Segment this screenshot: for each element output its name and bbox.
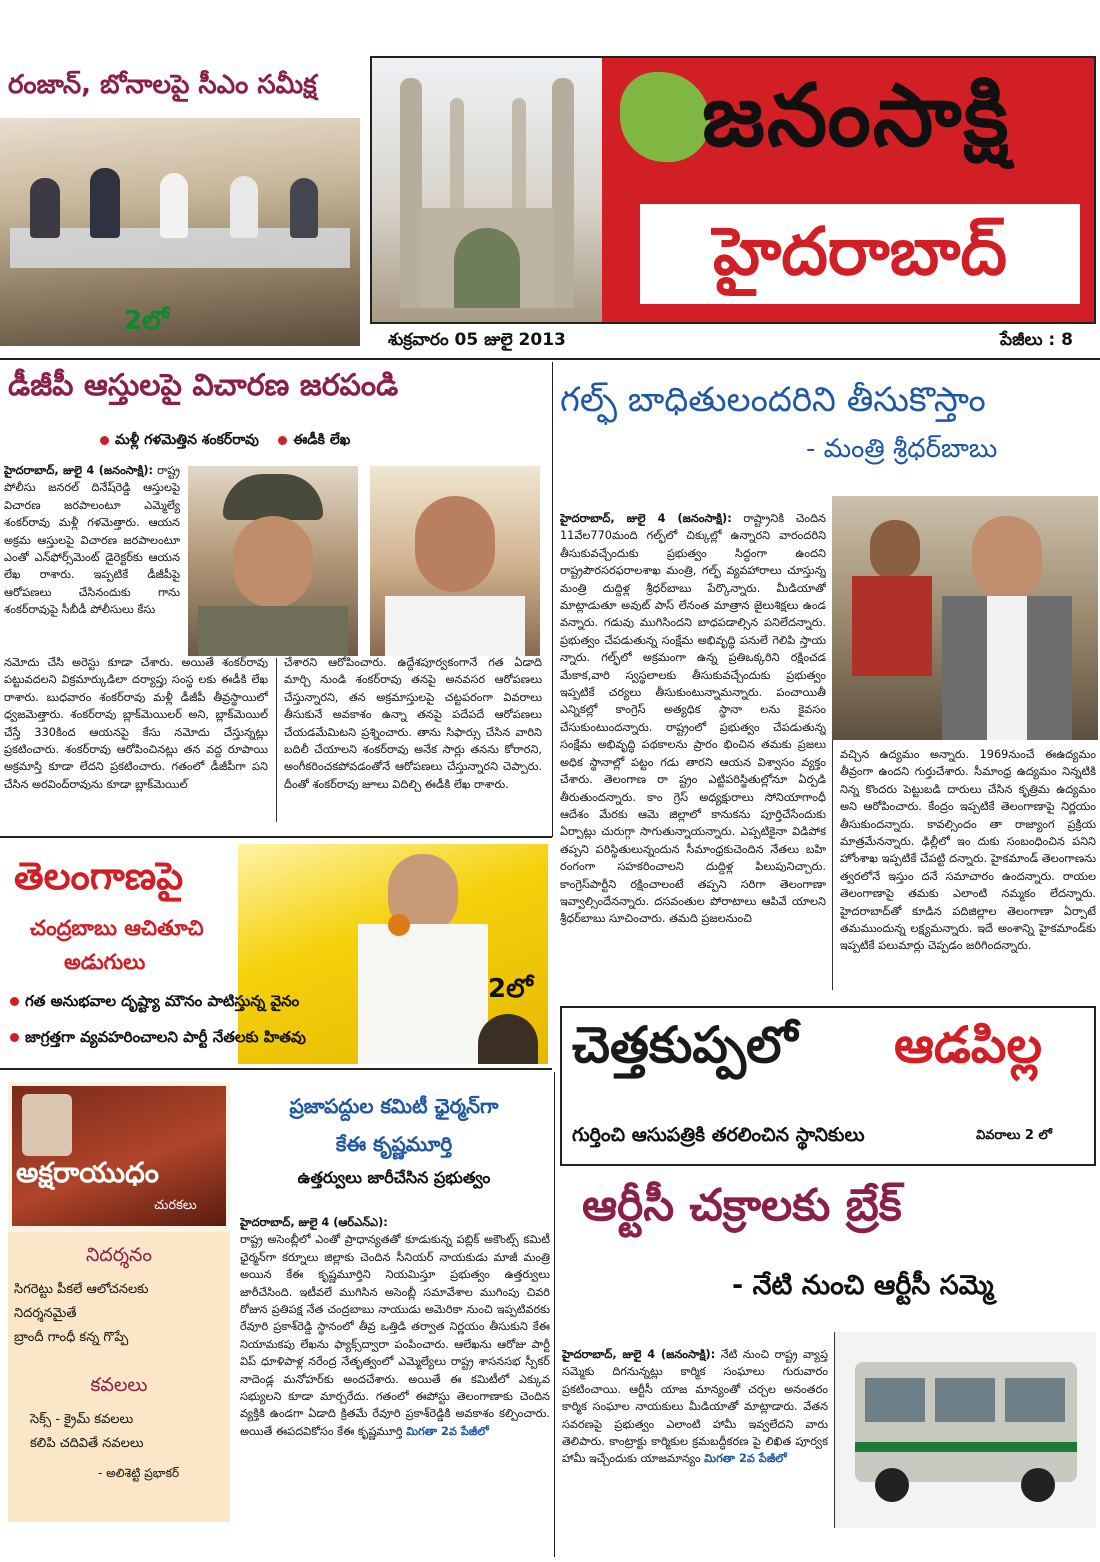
tdp-bullet-2-row (10, 1028, 306, 1050)
poem-line: సెక్స్‌ - క్రైమ్‌ కవలలు (30, 1412, 134, 1427)
tdp-bullet-2: జాగ్రత్తగా వ్యవహరించాలని పార్టీ నేతలకు హితవు (25, 1028, 306, 1046)
gulf-headline: గల్ఫ్‌ బాధితులందరిని తీసుకొస్తాం (560, 380, 986, 420)
dgp-photo (188, 466, 358, 656)
akshara-logo-box (12, 1086, 226, 1226)
poem-line: నిదర్శనమైతే (14, 1306, 77, 1321)
poem-author: - అలిశెట్టి ప్రభాకర్‌ (98, 1466, 180, 1480)
bullet-icon (278, 436, 287, 445)
rtc-body (562, 1346, 828, 1554)
gulf-story (556, 362, 1100, 1002)
tdp-story (0, 838, 552, 1066)
rtc-bus-photo (834, 1332, 1096, 1528)
pac-subhead: ఉత్తర్వులు జారీచేసిన ప్రభుత్వం (297, 1168, 491, 1187)
poem-lines-2 (30, 1408, 226, 1456)
cm-review-photo (0, 118, 360, 346)
dgp-dateline: హైదరాబాద్‌, జులై 4 (జనంసాక్షి): (4, 464, 154, 477)
pac-headline-2: కేఈ కృష్ణమూర్తి (335, 1132, 453, 1156)
gulf-col2: వచ్చిన ఉద్యమం అన్నారు. 1969నుంచే ఈఉద్యమం తీవ్రంగా ఉందని గుర్తుచేశారు. సీమాంధ్ర ఉద్యమం నిన్నటికి నిన్న కొందరు పెట్టుబడి దారులు చేసిన కృత్రిమ ఉద్యమం అని ఆరోపించారు. కేంద్రం ఇప్పటికే తెలంగాణాపై నిర్ణయం తీసుకుందన్నారు. కావల్సిందం తా రాజ్యాంగ ప్రక్రియ మాత్రమేనన్నారు. ఢిల్లీలో ఇం దుకు సంబంధించిన పనిని హోంశాఖ ఇప్పటికే చేపట్టి దన్నారు. హైకమాండ్‌ తెలంగాణను త్వరలోనే ఇస్తుం దనే సమాచారం ఉందన్నారు. రాయల తెలంగాణాపై తమకు ఎలాంటి నమ్మకం లేదన్నారు. హైదరాబాద్‌తో కూడిన పదిజిల్లాల తెలంగాణా ఏర్పాటే తమముందున్న లక్ష్యమన్నారు. ఇదే అంశాన్ని హైకమాండ్‌కు ఇప్పటికే పలుమార్లు చెప్పడం జరిగిందన్నారు. (840, 748, 1096, 953)
dgp-bullet-1: మళ్లీ గళమెత్తిన శంకర్‌రావు (115, 432, 259, 448)
rtc-headline: ఆర్టీసీ చక్రాలకు బ్రేక్‌ (582, 1180, 902, 1231)
gulf-subhead: - మంత్రి శ్రీధర్‌బాబు (806, 434, 998, 464)
akshara-logo-sub: చురకలు (154, 1198, 197, 1213)
pac-body (240, 1214, 550, 1544)
gulf-col1-text: రాష్ట్రానికి చెందిన 11వేల770మంది గల్ఫ్‌లో చిక్కుల్లో ఉన్నారని వారందరిని తీసుకువచ్చేందుకు ప్రభుత్వం సిద్ధంగా ఉందని రాష్ట్రపౌరసరఫరాలశాఖ మంత్రి, గల్ఫ్‌ వ్యవహారాలు చూస్తున్న మంత్రి దుద్దిళ్ల శ్రీధర్‌బాబు పేర్కొన్నారు. మీడియాతో మాట్లాడుతూ అవుట్‌ పాస్‌ లేనంత మాత్రాన జైలుశిక్షలు ఉండ వన్నారు. గడువు ముగిసిందని బాధపడాల్సిన పనిలేదన్నారు. ప్రభుత్వం చేపడుతున్న సంక్షేమ అభివృద్ధి పనులే గెలిపి స్తాయ న్నారు. గల్ఫ్‌లో అక్రమంగా ఉన్న ప్రతిఒక్కరిని రక్షించడ మేకాక,వారి స్వస్థలాలకు తీసుకువచ్చేందుకు ప్రభుత్వం ఇప్పటికే చర్యలు తీసుకుంటున్నామన్నారు. పంచాయితీ ఎన్నికల్లో కాంగ్రెస్‌ అత్యధిక స్థానా లను కైవసం చేసుకుంటుందన్నారు. రాష్ట్రంలో ప్రభుత్వం చేపడుతున్న సంక్షేమ అభివృద్ధి పథకాలను ప్రారం భించిన తమకు ప్రజలు అధిక స్థానాల్లో పట్టం గడు తారని ఆయన విశ్వాసం వ్యక్తం చేశారు. తెలంగాణ రా ష్ట్రం ఎట్టిపరిస్థితుల్లోనూ ఏర్పడి తీరుతుందన్నారు. కాం గ్రెస్‌ అధ్యక్షురాలు సోనియాగాంధీ ఆదేశం మేరకు ఆమె జిల్లాలో కానుకను పూర్తిచేసేందుకు ఏర్పాట్లు చురుగ్గా సాగుతున్నాయన్నారు. ఎప్పటికైనా విడిపోక తప్పని పరిస్థితులున్నందున సీమాంధ్రకుచెందిన నేతలు బహి రంగంగా సహకరించాలని దుద్దిళ్ల పిలుపునిచ్చారు. కాంగ్రెస్‌పార్టీని రక్షించాలంటే తప్పని సరిగా తెలంగాణా ఇవ్వాల్సిందేనన్నారు. దసవంతుల పోరాటాలు ఆపివే యాలని శ్రీధర్‌బాబు సూచించారు. తమది ప్రజలనుంచి (560, 512, 826, 926)
rtc-story (558, 1170, 1100, 1560)
gulf-col1 (560, 510, 826, 994)
gulf-dateline: హైదరాబాద్‌, జులై 4 (జనంసాక్షి): (560, 512, 732, 525)
akshara-column (8, 1082, 230, 1522)
rtc-continued-link[interactable]: మిగతా 2వ పేజీలో (704, 1452, 787, 1466)
girl-headline-2: ఆడపిల్ల (894, 1016, 1042, 1074)
masthead-banner (602, 58, 1094, 322)
poem-line: సిగరెట్టు పీకలే ఆలోచనలకు (14, 1282, 149, 1297)
dgp-col1 (4, 462, 180, 652)
girl-subhead: గుర్తించి ఆసుపత్రికి తరలించిన స్థానికులు (572, 1124, 865, 1146)
akshara-logo: అక్షరాయుధం (16, 1156, 159, 1189)
pac-story (236, 1076, 552, 1556)
top-left-story (0, 62, 360, 348)
issue-date: శుక్రవారం 05 జులై 2013 (388, 330, 566, 350)
cm-review-headline: రంజాన్‌, బోనాలపై సీఎం సమీక్ష (8, 70, 317, 100)
bullet-icon (10, 997, 19, 1006)
girl-page-ref: వివరాలు 2 లో (976, 1128, 1052, 1143)
dgp-bullet-2: ఈడీకి లేఖ (293, 432, 351, 448)
dgp-story (0, 362, 548, 834)
page-count: పేజీలు : 8 (1000, 330, 1073, 350)
bullet-icon (10, 1033, 19, 1042)
pac-dateline: హైదరాబాద్‌, జులై 4 (ఆర్‌ఎన్‌ఎ): (240, 1216, 388, 1229)
tdp-headline-1: తెలంగాణపై (14, 854, 184, 898)
dgp-col2: చేశారని ఆరోపించారు. ఉద్దేశపూర్వకంగానే గత ఏడాది మార్చి నుండి శంకర్‌రావు తనపై అనవసర ఆరోపణలు చేస్తున్నారని, తన అక్రమాస్తులపై చట్టపరంగా వివరాలు తీసుకునే అవకాశం ఉన్నా తనపై పదేపదే ఆరోపణలు చేయడమేమిటని ప్రశ్నించారు. తాను సిఫార్సు చేసిన వారిని బదిలీ చేయాలని శంకర్‌రావు అనేక సార్లు తనను కోరారని, అంగీకరించకపోవడంతోనే ఆరోపణలు చేస్తున్నారని చెప్పారు. దీంతో శంకర్‌రావు జూలు విదిల్చి ఈడీకి లేఖ రాశారు. (284, 656, 542, 791)
rtc-body-text: నేటి నుంచి రాష్ట్ర వ్యాప్త సమ్మెకు దిగనున్నట్లు కార్మిక సంఘాలు గురువారం ప్రకటించాయి. ఆర్టీసీ యాజ మాన్యంతో చర్చల అనంతరం కార్మిక సంఘాల నాయకులు మీడియాతో మాట్లాడారు. వేతన సవరణపై ప్రభుత్వం ఎలాంటి హామీ ఇవ్వలేదని వారు తెలిపారు. కాంట్రాక్టు కార్మికుల క్రమబద్ధీకరణ పై లిఖిత పూర్వక హామీ ఇచ్చేందుకు యాజమాన్యం (562, 1348, 828, 1466)
pac-continued-link[interactable]: మిగతా 2వ పేజీలో (406, 1424, 489, 1438)
poem-title-1: నిదర్శనం (85, 1244, 153, 1266)
tdp-page-ref: 2లో (488, 974, 533, 1004)
dgp-col-full: నమోదు చేసి అరెస్టు కూడా చేశారు. అయితే శంకర్‌రావు పట్టువదలని విక్రమార్కుడిలా దర్యాప్తు సంస్థ లకు ఈడీకి లేఖ రాశారు. బుధవారం శంకర్‌రావు మళ్లీ డీజీపీ తీవ్రస్థాయిలో ధ్వజమెత్తారు. శంకర్‌రావు బ్లాక్‌మెయిలర్‌ అని, బ్లాక్‌మెయిల్‌ చేస్తే 330కింద ఆయనపై కేసు నమోదు చేస్తున్నట్లు ప్రకటించారు. శంకర్‌రావు ఆరోపించినట్లు తన వద్ద రూపాయి అక్రమాస్తి కూడా లేదని ప్రకటించారు. గతంలో డీజీపీగా పని చేసిన అరవింద్‌రావును కూడా బ్లాక్‌మెయిల్‌ (4, 656, 268, 791)
girl-story-box (560, 1006, 1096, 1166)
sridhar-babu-photo (832, 496, 1098, 740)
tdp-bullet-1: గత అనుభవాల దృష్ట్యా మౌనం పాటిస్తున్న వైనం (25, 992, 300, 1010)
tdp-bullet-1-row (10, 992, 299, 1014)
tdp-headline-3: అడుగులు (64, 950, 146, 974)
charminar-illustration (372, 58, 602, 322)
masthead-title: జనంసాక్షి (702, 66, 1011, 166)
masthead-subtitle: హైదరాబాద్‌ (713, 213, 1007, 290)
pac-body-text: రాష్ట్ర అసెంబ్లీలో ఎంతో ప్రాధాన్యతతో కూడుకున్న పబ్లిక్‌ అకౌంట్స్‌ కమిటీ ఛైర్మన్‌గా కర్నూలు జిల్లాకు చెందిన సీనియర్‌ నాయకుడు మాజీ మంత్రి అయిన కేఈ కృష్ణమూర్తిని నియమిస్తూ ప్రభుత్వం ఉత్తర్వులు జారీచేసింది. ఇటీవలే ముగిసిన అసెంబ్లీ సమావేశాల ముగింపు చివరి రోజున ప్రతిపక్ష నేత చంద్రబాబు నాయుడు అమెరికా నుంచి ఇప్పటివరకు రేవూరి ప్రకాశ్‌రెడ్డి స్థానంలో తీవ్ర ఒత్తిడి తర్వాత నిర్ణయం తీసుకుని కేఈ నియామకపు లేఖను ఫ్యాక్స్‌ద్వారా పంపించారు. ఆలేఖను ఆరోజు పార్టీ విప్‌ ధూళిపాళ్ల నరేంద్ర నేతృత్వంలో ఎమ్మెల్యేలు రాష్ట్ర శాసనసభ స్పీకర్‌ నాదెండ్ల మనోహర్‌కు అందచేశారు. అయితే ఈ కమిటీలో ఎక్కువ సభ్యులని కూడా మార్చరేదు. గతంలో ఈపోస్టు తెలంగాణాకు చెందిన వ్యక్తికి ఉండగా ఏడాది క్రితమే రేవూరి ప్రకాశ్‌రెడ్డికి అవకాశం కల్పించారు. అయితే ఈపదవికోసం కేఈ కృష్ణమూర్తి (240, 1233, 550, 1438)
dgp-bullets (100, 432, 350, 451)
rtc-dateline: హైదరాబాద్‌, జులై 4 (జనంసాక్షి): (562, 1348, 716, 1361)
tdp-headline-2: చంద్రబాబు ఆచితూచి (30, 916, 204, 940)
shankar-rao-photo (370, 466, 540, 656)
dgp-headline: డీజీపీ ఆస్తులపై విచారణ జరపండి (8, 368, 399, 403)
poem-line: బ్రాందీ గాంధీ కన్న గొప్పే (14, 1330, 129, 1345)
telangana-map-icon (620, 72, 710, 162)
rtc-subhead: - నేటి నుంచి ఆర్టీసీ సమ్మె (732, 1270, 994, 1301)
pac-headline-1: ప్రజాపద్దుల కమిటీ ఛైర్మన్‌గా (289, 1094, 499, 1118)
girl-headline-1: చెత్తకుప్పలో (572, 1016, 798, 1074)
poem-lines-1 (14, 1278, 226, 1350)
poem-line: కలిపి చదివితే నవలలు (30, 1436, 144, 1451)
bullet-icon (100, 436, 109, 445)
dgp-col1-text: రాష్ట్ర పోలీసు జనరల్‌ దినేష్‌రెడ్డి ఆస్తులపై విచారణ జరపాలంటూ ఎమ్మెల్యే శంకర్‌రావు మళ్లీ గళమెత్తారు. ఆయన అక్రమ ఆస్తులపై విచారణ జరపాలంటూ ఎంతో ఎన్‌ఫోర్స్‌మెంట్‌ డైరెక్టర్‌కు ఆయన లేఖ రాశారు. ఇప్పటికే డీజీపీపై ఆరోపణలు చేసినందుకు గాను శంకర్‌రావుపై సీబీడీ పోలీసులు కేసు (4, 464, 180, 617)
poet-portrait (22, 1094, 72, 1156)
poem-title-2: కవలలు (90, 1374, 148, 1396)
masthead-subtitle-box (640, 204, 1080, 304)
cm-review-page-ref: 2లో (124, 306, 169, 336)
masthead (370, 56, 1096, 324)
